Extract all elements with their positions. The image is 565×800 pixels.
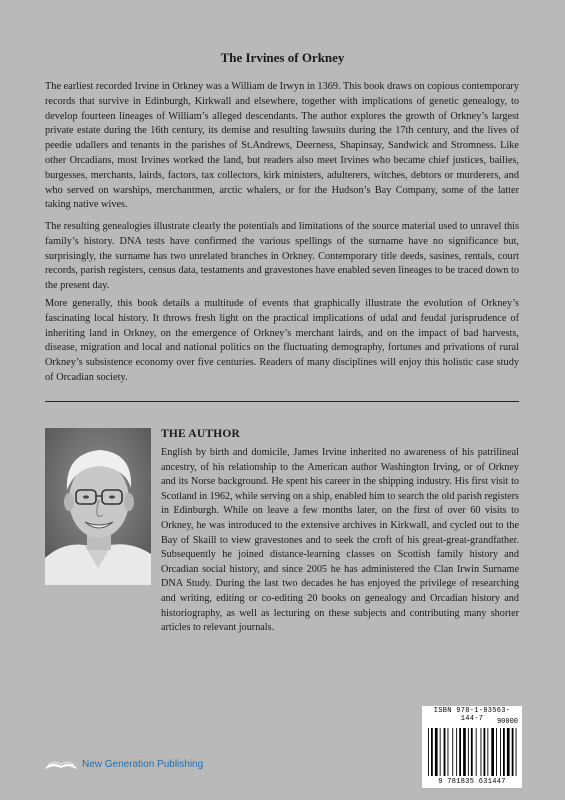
barcode-bar [428,728,429,776]
barcode-bar [448,728,449,776]
isbn-text: ISBN 978-1-83563-144-7 [433,707,511,723]
barcode-bar [503,728,505,776]
blurb-paragraph-1: The earliest recorded Irvine in Orkney was a William de Irwyn in 1369. This book draws on copious contemporary records that survive in Edinburgh, Kirkwall and elsewhere, together with implications of genetic genealogy, to develop fourteen lineages of William’s alleged descendants. The author explores the growth of Orkney’s largest private estate during the 16th century, its demise and resulting lawsuits during the 17th century, and the lives of peedie udallers and tenants in the parishes of St.Andrews, Deerness, Shapinsay, Sandwick and Stromness. Like other Orcadians, most Irvines worked the land, but readers also meet Irvines who became chief justices, bailies, burgesses, merchants, lairds, factors, tax collectors, kirk ministers, adulterers, witches, debtors or murderers, and who served on warships, merchantmen, arctic whalers, or for the Hudson’s Bay Company, some of the latter taking native wives. [45,81,519,211]
barcode-bars [422,706,522,788]
barcode-bar [491,728,494,776]
barcode-bar [456,728,457,776]
barcode-bar [476,728,477,776]
barcode-bar [500,728,501,776]
author-heading: THE AUTHOR [161,428,241,440]
barcode-bar [484,728,486,776]
barcode-bar [496,728,497,776]
barcode-bar [512,728,514,776]
isbn-digits: 9 781835 631447 [438,778,506,786]
barcode-bar [481,728,482,776]
isbn-barcode [422,706,522,788]
open-book-icon [44,757,78,771]
barcode-bar [487,728,488,776]
author-photo [45,428,151,585]
section-divider [45,401,519,402]
blurb-paragraph-3: More generally, this book details a multitude of events that graphically illustrate the evolution of Orkney’s fascinating local history. It throws fresh light on the practical implications of udal and feudal jurisprudence of inheriting land in Orkney, on the emergence of Orkney’s merchant lairds, and on the impact of bad harvests, disease, migration and local and national politics on the fluctuating demography, fortunes and privations of rural Orkney’s subsistence economy over five centuries. Readers of many disciplines will enjoy this holistic case study of Orcadian society. [45,298,519,383]
publisher-name: New Generation Publishing [82,758,204,770]
blurb-paragraph-2: The resulting genealogies illustrate clearly the potentials and limitations of the source material used to unravel this family’s history. DNA tests have confirmed the various spellings of the surname have no significance but, surprisingly, the surname has two unrelated branches in Orkney. Contemporary title deeds, sasines, rentals, court records, parish registers, census data, testaments and gravestones have enabled seven lineages to be traced down to the present day. [45,221,519,292]
barcode-bar [431,728,433,776]
barcode-bar [452,728,453,776]
barcode-bar [435,728,438,776]
book-title: The Irvines of Orkney [220,50,345,65]
barcode-bar [468,728,469,776]
publisher-logo [44,754,203,774]
barcode-bar [440,728,441,776]
barcode-bar [516,728,517,776]
barcode-bar [507,728,510,776]
price-code: 90000 [496,718,518,726]
barcode-bar [463,728,466,776]
author-bio: English by birth and domicile, James Irvine inherited no awareness of his patrilineal ancestry, of his relationship to the American author Washington Irving, or of Orkney and its Norse background. He spent his career in the shipping industry. His first visit to Scotland in 1962, while serving on a ship, enabled him to search the old parish registers in Edinburgh. While on leave a few months later, on the first of over 60 visits to Orkney, he was introduced to the extensive archives in Kirkwall, and cycled out to the Bay of Skaill to view gravestones and to seek the croft of his great-great-grandfather. Subsequently he joined distance-learning classes on Scottish family history and Orcadian social history, and since 2005 he has administered the Clan Irwin Surname DNA Study. During the last two decades he has enjoyed the privilege of researching and writing, editing or co-editing 20 books on genealogy and Orcadian history and historiography, as well as lecturing on these subjects and contributing many shorter articles to relevant journals. [161,447,519,634]
barcode-bar [471,728,473,776]
barcode-bar [459,728,461,776]
barcode-bar [444,728,446,776]
